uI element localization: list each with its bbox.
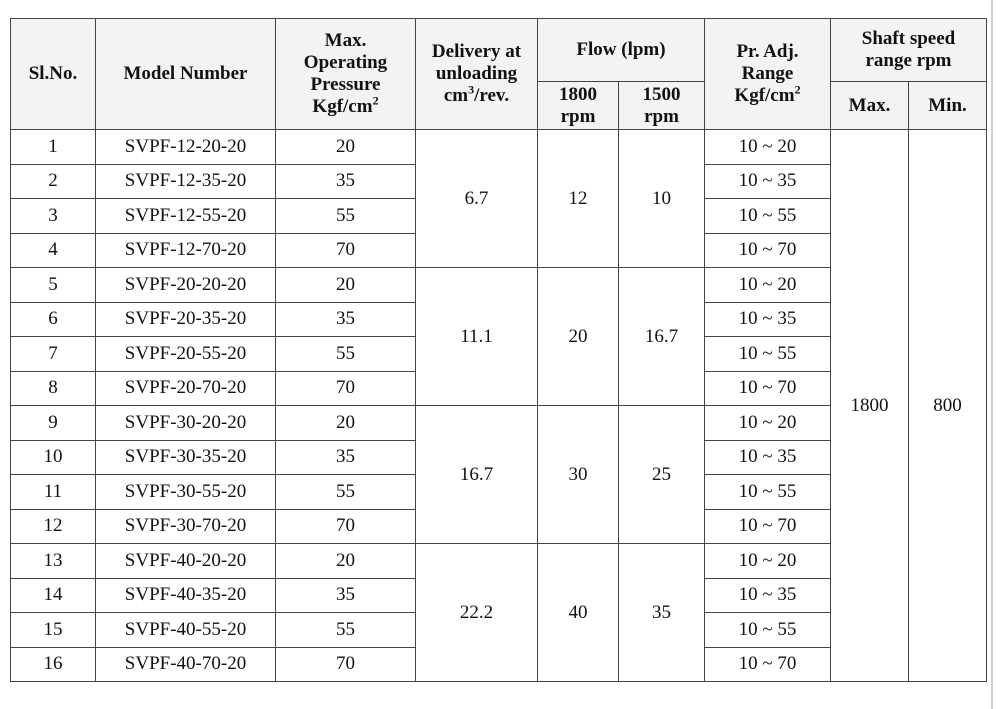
header-text: Kgf/cm [734, 85, 795, 106]
cell-max-pressure: 55 [276, 199, 416, 234]
cell-sl-no: 9 [11, 406, 96, 441]
cell-model-number: SVPF-20-55-20 [96, 337, 276, 372]
cell-pr-adj-range: 10 ~ 55 [705, 199, 831, 234]
cell-max-pressure: 35 [276, 164, 416, 199]
cell-delivery: 22.2 [416, 544, 538, 682]
header-sup: 3 [468, 82, 475, 97]
header-model-number: Model Number [96, 19, 276, 130]
header-sup: 2 [794, 82, 801, 97]
cell-flow-1800: 20 [538, 268, 619, 406]
cell-max-pressure: 20 [276, 130, 416, 165]
header-text: Pressure [310, 74, 381, 95]
cell-model-number: SVPF-20-35-20 [96, 302, 276, 337]
cell-max-pressure: 35 [276, 440, 416, 475]
cell-flow-1500: 35 [619, 544, 705, 682]
cell-sl-no: 7 [11, 337, 96, 372]
cell-pr-adj-range: 10 ~ 70 [705, 371, 831, 406]
cell-delivery: 16.7 [416, 406, 538, 544]
cell-pr-adj-range: 10 ~ 20 [705, 268, 831, 303]
header-text: unloading [435, 63, 518, 84]
cell-pr-adj-range: 10 ~ 35 [705, 302, 831, 337]
cell-sl-no: 3 [11, 199, 96, 234]
header-text: Delivery at [431, 41, 522, 62]
header-text: /rev. [474, 85, 510, 106]
cell-pr-adj-range: 10 ~ 70 [705, 509, 831, 544]
header-shaft-min: Min. [909, 82, 987, 130]
cell-flow-1500: 16.7 [619, 268, 705, 406]
cell-max-pressure: 20 [276, 544, 416, 579]
table-row [11, 130, 987, 165]
cell-sl-no: 2 [11, 164, 96, 199]
cell-max-pressure: 55 [276, 337, 416, 372]
cell-sl-no: 15 [11, 613, 96, 648]
cell-sl-no: 12 [11, 509, 96, 544]
header-text: range rpm [865, 50, 952, 71]
cell-flow-1800: 12 [538, 130, 619, 268]
cell-model-number: SVPF-40-20-20 [96, 544, 276, 579]
cell-model-number: SVPF-40-35-20 [96, 578, 276, 613]
cell-pr-adj-range: 10 ~ 70 [705, 233, 831, 268]
cell-model-number: SVPF-20-70-20 [96, 371, 276, 406]
cell-model-number: SVPF-12-20-20 [96, 130, 276, 165]
header-text: Shaft speed [861, 28, 956, 49]
cell-sl-no: 13 [11, 544, 96, 579]
header-flow: Flow (lpm) [538, 19, 705, 82]
header-text: 1500 [642, 83, 681, 105]
cell-shaft-max: 1800 [831, 130, 909, 682]
cell-flow-1500: 25 [619, 406, 705, 544]
cell-max-pressure: 70 [276, 647, 416, 682]
cell-sl-no: 1 [11, 130, 96, 165]
cell-model-number: SVPF-12-70-20 [96, 233, 276, 268]
header-shaft-speed [831, 19, 987, 82]
header-text: cm [443, 85, 469, 106]
cell-pr-adj-range: 10 ~ 55 [705, 475, 831, 510]
cell-sl-no: 11 [11, 475, 96, 510]
cell-flow-1500: 10 [619, 130, 705, 268]
cell-model-number: SVPF-12-55-20 [96, 199, 276, 234]
cell-sl-no: 6 [11, 302, 96, 337]
cell-model-number: SVPF-12-35-20 [96, 164, 276, 199]
cell-pr-adj-range: 10 ~ 35 [705, 164, 831, 199]
cell-max-pressure: 35 [276, 302, 416, 337]
header-text: Range [741, 63, 794, 84]
cell-delivery: 6.7 [416, 130, 538, 268]
cell-model-number: SVPF-40-55-20 [96, 613, 276, 648]
cell-delivery: 11.1 [416, 268, 538, 406]
cell-max-pressure: 55 [276, 613, 416, 648]
header-text: rpm [560, 105, 596, 127]
cell-sl-no: 4 [11, 233, 96, 268]
header-shaft-max: Max. [831, 82, 909, 130]
header-text: Kgf/cm [312, 96, 373, 117]
header-flow-1500 [619, 82, 705, 130]
header-text: Pr. Adj. [736, 41, 799, 62]
cell-pr-adj-range: 10 ~ 55 [705, 337, 831, 372]
header-pr-adj-range [705, 19, 831, 130]
cell-pr-adj-range: 10 ~ 20 [705, 544, 831, 579]
header-text: rpm [644, 105, 679, 127]
cell-shaft-min: 800 [909, 130, 987, 682]
header-sup: 2 [372, 93, 379, 108]
cell-max-pressure: 70 [276, 233, 416, 268]
header-flow-1800 [538, 82, 619, 130]
cell-pr-adj-range: 10 ~ 35 [705, 578, 831, 613]
cell-pr-adj-range: 10 ~ 70 [705, 647, 831, 682]
cell-max-pressure: 35 [276, 578, 416, 613]
cell-sl-no: 10 [11, 440, 96, 475]
cell-flow-1800: 40 [538, 544, 619, 682]
cell-pr-adj-range: 10 ~ 35 [705, 440, 831, 475]
cell-flow-1800: 30 [538, 406, 619, 544]
cell-sl-no: 8 [11, 371, 96, 406]
cell-model-number: SVPF-20-20-20 [96, 268, 276, 303]
pump-spec-table [10, 18, 987, 682]
cell-sl-no: 14 [11, 578, 96, 613]
cell-max-pressure: 70 [276, 509, 416, 544]
table-body [11, 130, 987, 682]
cell-max-pressure: 20 [276, 268, 416, 303]
cell-max-pressure: 55 [276, 475, 416, 510]
header-text: Max. [324, 30, 367, 51]
page-edge-divider [991, 0, 993, 709]
cell-model-number: SVPF-40-70-20 [96, 647, 276, 682]
header-sl-no: Sl.No. [11, 19, 96, 130]
cell-model-number: SVPF-30-55-20 [96, 475, 276, 510]
cell-sl-no: 5 [11, 268, 96, 303]
cell-pr-adj-range: 10 ~ 20 [705, 406, 831, 441]
cell-sl-no: 16 [11, 647, 96, 682]
header-delivery [416, 19, 538, 130]
cell-pr-adj-range: 10 ~ 55 [705, 613, 831, 648]
cell-model-number: SVPF-30-70-20 [96, 509, 276, 544]
cell-max-pressure: 70 [276, 371, 416, 406]
cell-pr-adj-range: 10 ~ 20 [705, 130, 831, 165]
cell-model-number: SVPF-30-35-20 [96, 440, 276, 475]
cell-max-pressure: 20 [276, 406, 416, 441]
header-text: 1800 [559, 83, 597, 105]
header-text: Operating [303, 52, 388, 73]
header-max-pressure [276, 19, 416, 130]
cell-model-number: SVPF-30-20-20 [96, 406, 276, 441]
